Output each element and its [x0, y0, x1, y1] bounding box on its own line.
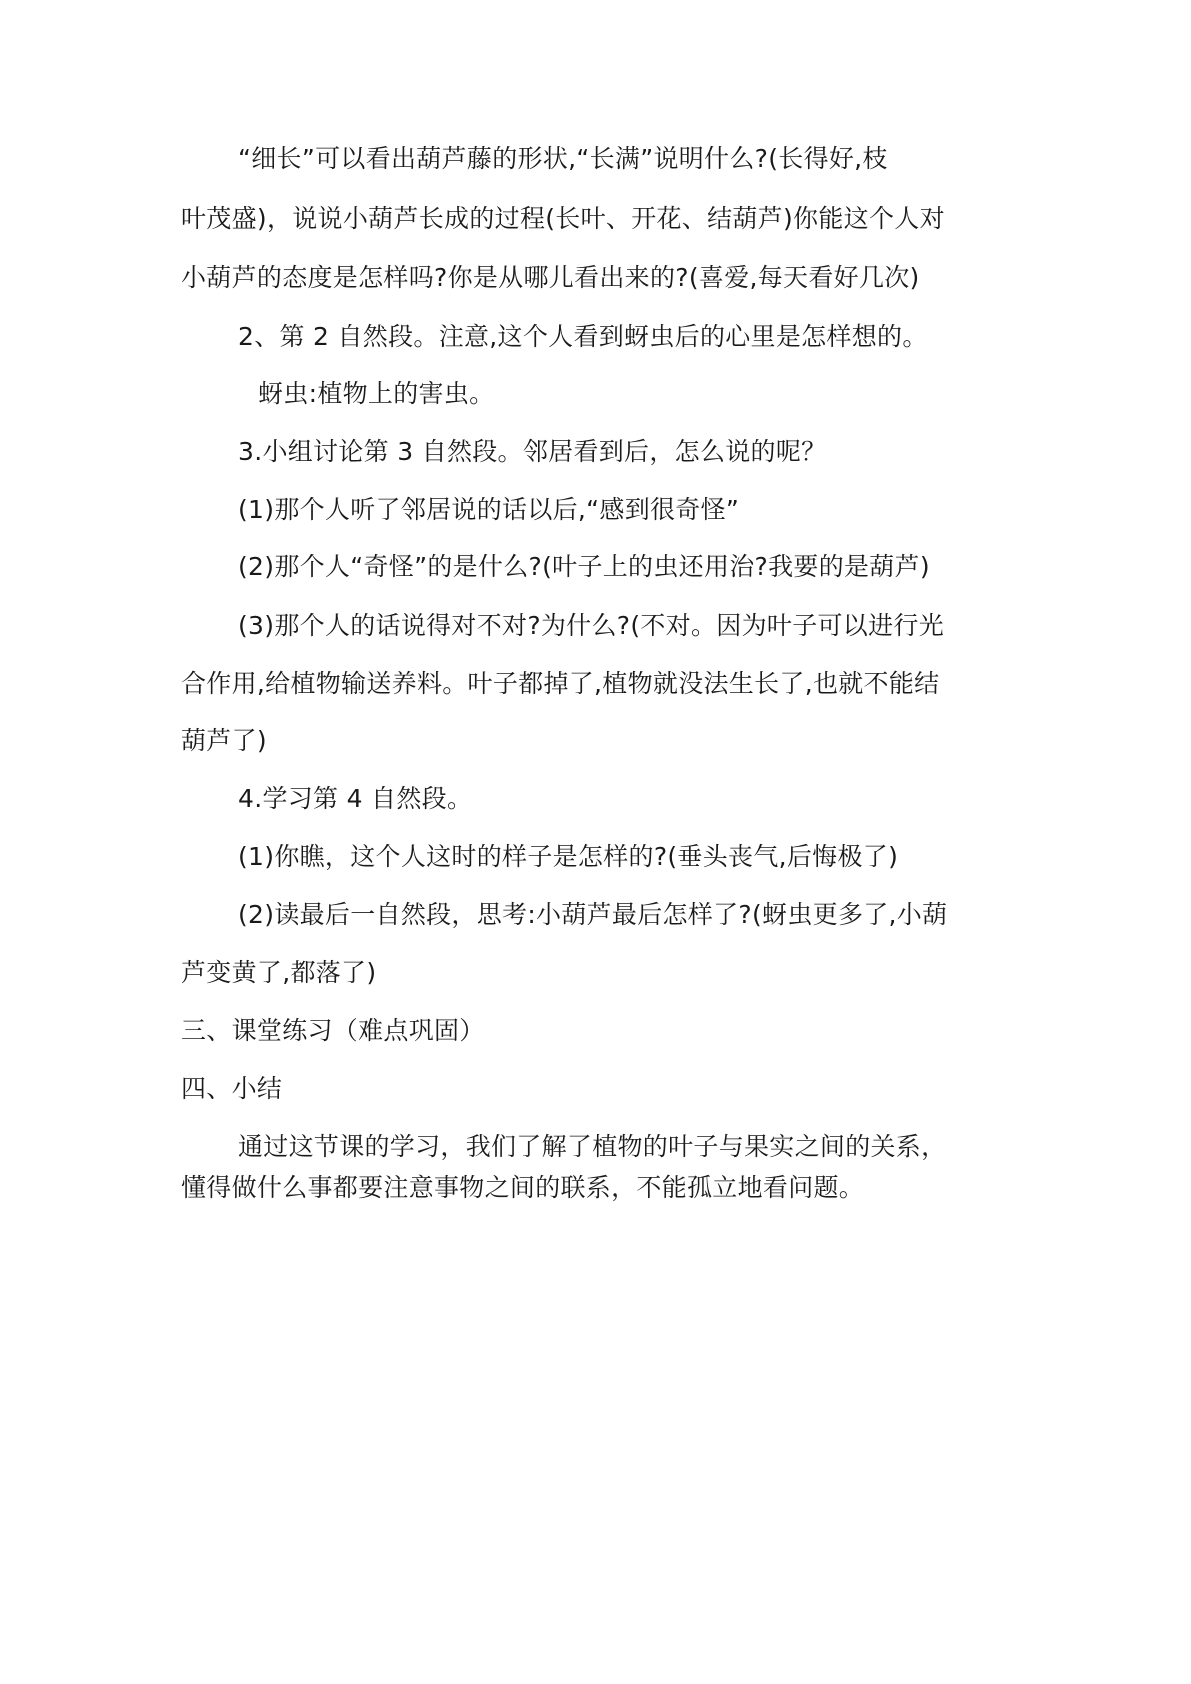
text-line: (3)那个人的话说得对不对?为什么?(不对。因为叶子可以进行光 [238, 611, 945, 640]
text-line: 懂得做什么事都要注意事物之间的联系，不能孤立地看问题。 [181, 1173, 865, 1202]
section-heading: 三、课堂练习（难点巩固） [181, 1016, 485, 1045]
text-line: (2)那个人“奇怪”的是什么?(叶子上的虫还用治?我要的是葫芦) [238, 552, 930, 581]
text-line: “细长”可以看出葫芦藤的形状,“长满”说明什么?(长得好,枝 [238, 144, 888, 173]
text-line: 3.小组讨论第 3 自然段。邻居看到后，怎么说的呢？ [238, 437, 827, 466]
text-line: 合作用,给植物输送养料。叶子都掉了,植物就没法生长了,也就不能结 [181, 669, 940, 698]
text-line: 小葫芦的态度是怎样吗?你是从哪儿看出来的?(喜爱,每天看好几次) [181, 263, 920, 292]
text-line: (1)那个人听了邻居说的话以后,“感到很奇怪” [238, 495, 740, 524]
text-line: (1)你瞧，这个人这时的样子是怎样的?(垂头丧气,后悔极了) [238, 842, 899, 871]
text-line: 蚜虫:植物上的害虫。 [258, 379, 495, 408]
section-heading: 四、小结 [181, 1074, 283, 1103]
text-line: 叶茂盛)，说说小葫芦长成的过程(长叶、开花、结葫芦)你能这个人对 [181, 204, 945, 233]
text-line: 2、第 2 自然段。注意,这个人看到蚜虫后的心里是怎样想的。 [238, 322, 928, 351]
text-line: (2)读最后一自然段，思考:小葫芦最后怎样了?(蚜虫更多了,小葫 [238, 900, 948, 929]
text-line: 葫芦了) [181, 726, 267, 755]
text-line: 4.学习第 4 自然段。 [238, 784, 473, 813]
text-line: 芦变黄了,都落了) [181, 958, 377, 987]
text-line: 通过这节课的学习，我们了解了植物的叶子与果实之间的关系， [238, 1132, 947, 1161]
